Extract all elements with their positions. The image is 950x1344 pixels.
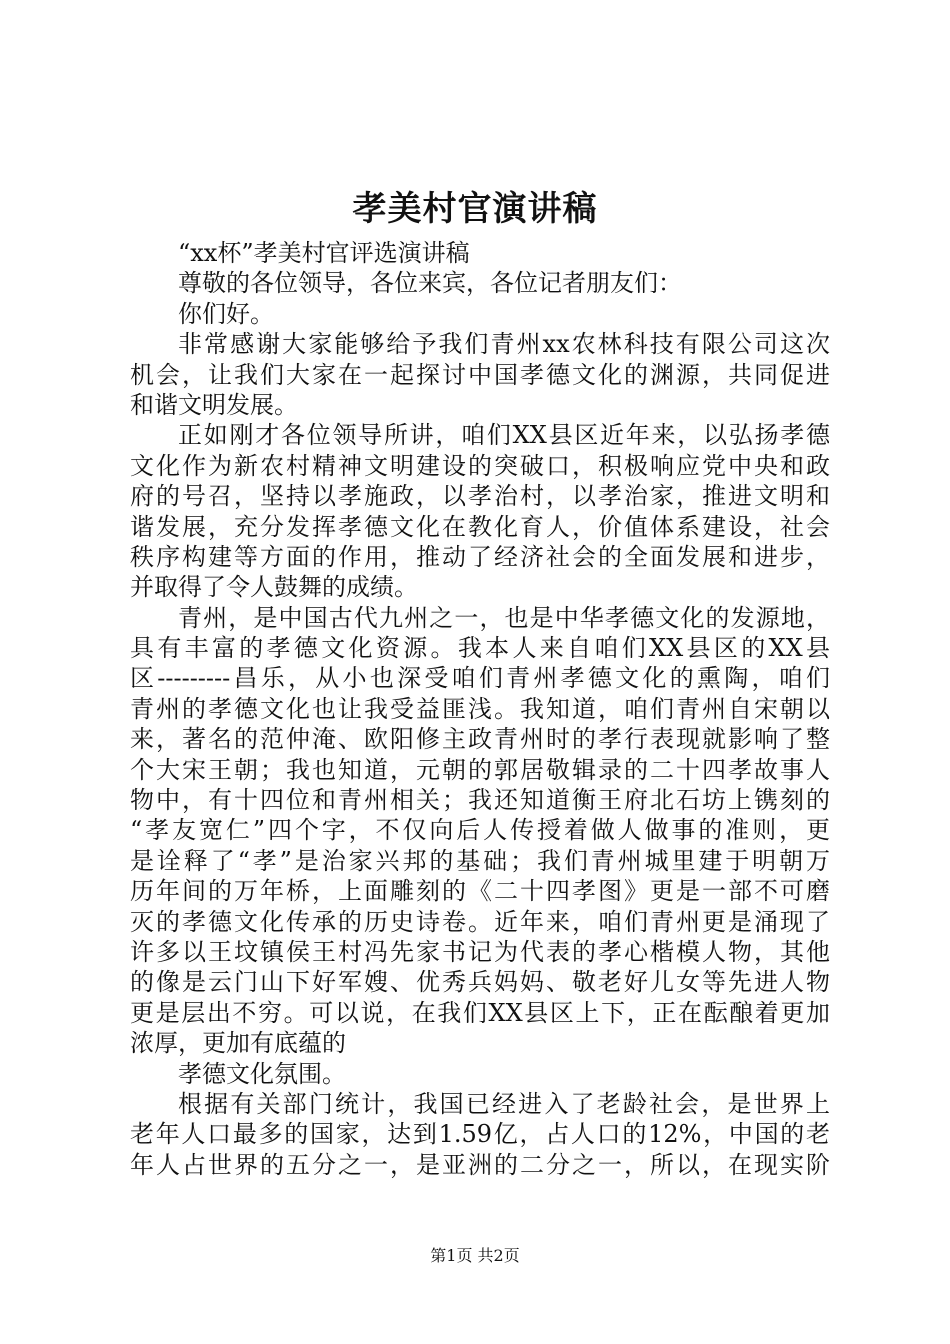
body-line: 个大宋王朝；我也知道，元朝的郭居敬辑录的二十四孝故事人 bbox=[130, 755, 830, 784]
body-line: 老年人口最多的国家，达到1.59亿，占人口的12%，中国的老 bbox=[130, 1120, 830, 1149]
body-line: 你们好。 bbox=[178, 299, 274, 328]
body-line: 具有丰富的孝德文化资源。我本人来自咱们XX县区的XX县 bbox=[130, 634, 830, 663]
document-title: 孝美村官演讲稿 bbox=[352, 189, 598, 229]
body-line: 浓厚，更加有底蕴的 bbox=[130, 1029, 346, 1058]
body-line: 谐发展，充分发挥孝德文化在教化育人，价值体系建设，社会 bbox=[130, 512, 830, 541]
body-line: 的像是云门山下好军嫂、优秀兵妈妈、敬老好儿女等先进人物 bbox=[130, 968, 830, 997]
body-line: 非常感谢大家能够给予我们青州xx农林科技有限公司这次 bbox=[178, 330, 830, 359]
body-line: 历年间的万年桥，上面雕刻的《二十四孝图》更是一部不可磨 bbox=[130, 877, 830, 906]
body-line: 根据有关部门统计，我国已经进入了老龄社会，是世界上 bbox=[178, 1089, 830, 1118]
body-line: 许多以王坟镇侯王村冯先家书记为代表的孝心楷模人物，其他 bbox=[130, 937, 830, 966]
page-footer: 第1页 共2页 bbox=[430, 1246, 520, 1265]
body-line: 机会，让我们大家在一起探讨中国孝德文化的渊源，共同促进 bbox=[130, 360, 830, 389]
body-line: 年人占世界的五分之一，是亚洲的二分之一，所以，在现实阶 bbox=[130, 1150, 830, 1179]
body-line: 并取得了令人鼓舞的成绩。 bbox=[130, 573, 418, 602]
body-line: 府的号召，坚持以孝施政，以孝治村，以孝治家，推进文明和 bbox=[130, 482, 830, 511]
body-line: 是诠释了“孝”是治家兴邦的基础；我们青州城里建于明朝万 bbox=[130, 846, 830, 875]
document-body bbox=[130, 238, 830, 1180]
body-line: 来，著名的范仲淹、欧阳修主政青州时的孝行表现就影响了整 bbox=[130, 725, 830, 754]
body-line: 文化作为新农村精神文明建设的突破口，积极响应党中央和政 bbox=[130, 451, 830, 480]
body-line: 更是层出不穷。可以说，在我们XX县区上下，正在酝酿着更加 bbox=[130, 998, 830, 1027]
body-line: “孝友宽仁”四个字，不仅向后人传授着做人做事的准则，更 bbox=[130, 816, 830, 845]
body-line: 青州，是中国古代九州之一，也是中华孝德文化的发源地， bbox=[178, 603, 830, 632]
body-line: 青州的孝德文化也让我受益匪浅。我知道，咱们青州自宋朝以 bbox=[130, 694, 830, 723]
body-line: 秩序构建等方面的作用，推动了经济社会的全面发展和进步， bbox=[130, 542, 830, 571]
body-line: 正如刚才各位领导所讲，咱们XX县区近年来，以弘扬孝德 bbox=[178, 421, 830, 450]
body-line: 和谐文明发展。 bbox=[130, 390, 298, 419]
body-line: 孝德文化氛围。 bbox=[178, 1059, 346, 1088]
body-line: 尊敬的各位领导，各位来宾，各位记者朋友们： bbox=[178, 269, 682, 298]
body-line: “xx杯”孝美村官评选演讲稿 bbox=[178, 239, 470, 267]
body-line: 灭的孝德文化传承的历史诗卷。近年来，咱们青州更是涌现了 bbox=[130, 907, 830, 936]
body-line: 物中，有十四位和青州相关；我还知道衡王府北石坊上镌刻的 bbox=[130, 786, 830, 815]
body-line: 区---------昌乐，从小也深受咱们青州孝德文化的熏陶，咱们 bbox=[130, 664, 830, 693]
